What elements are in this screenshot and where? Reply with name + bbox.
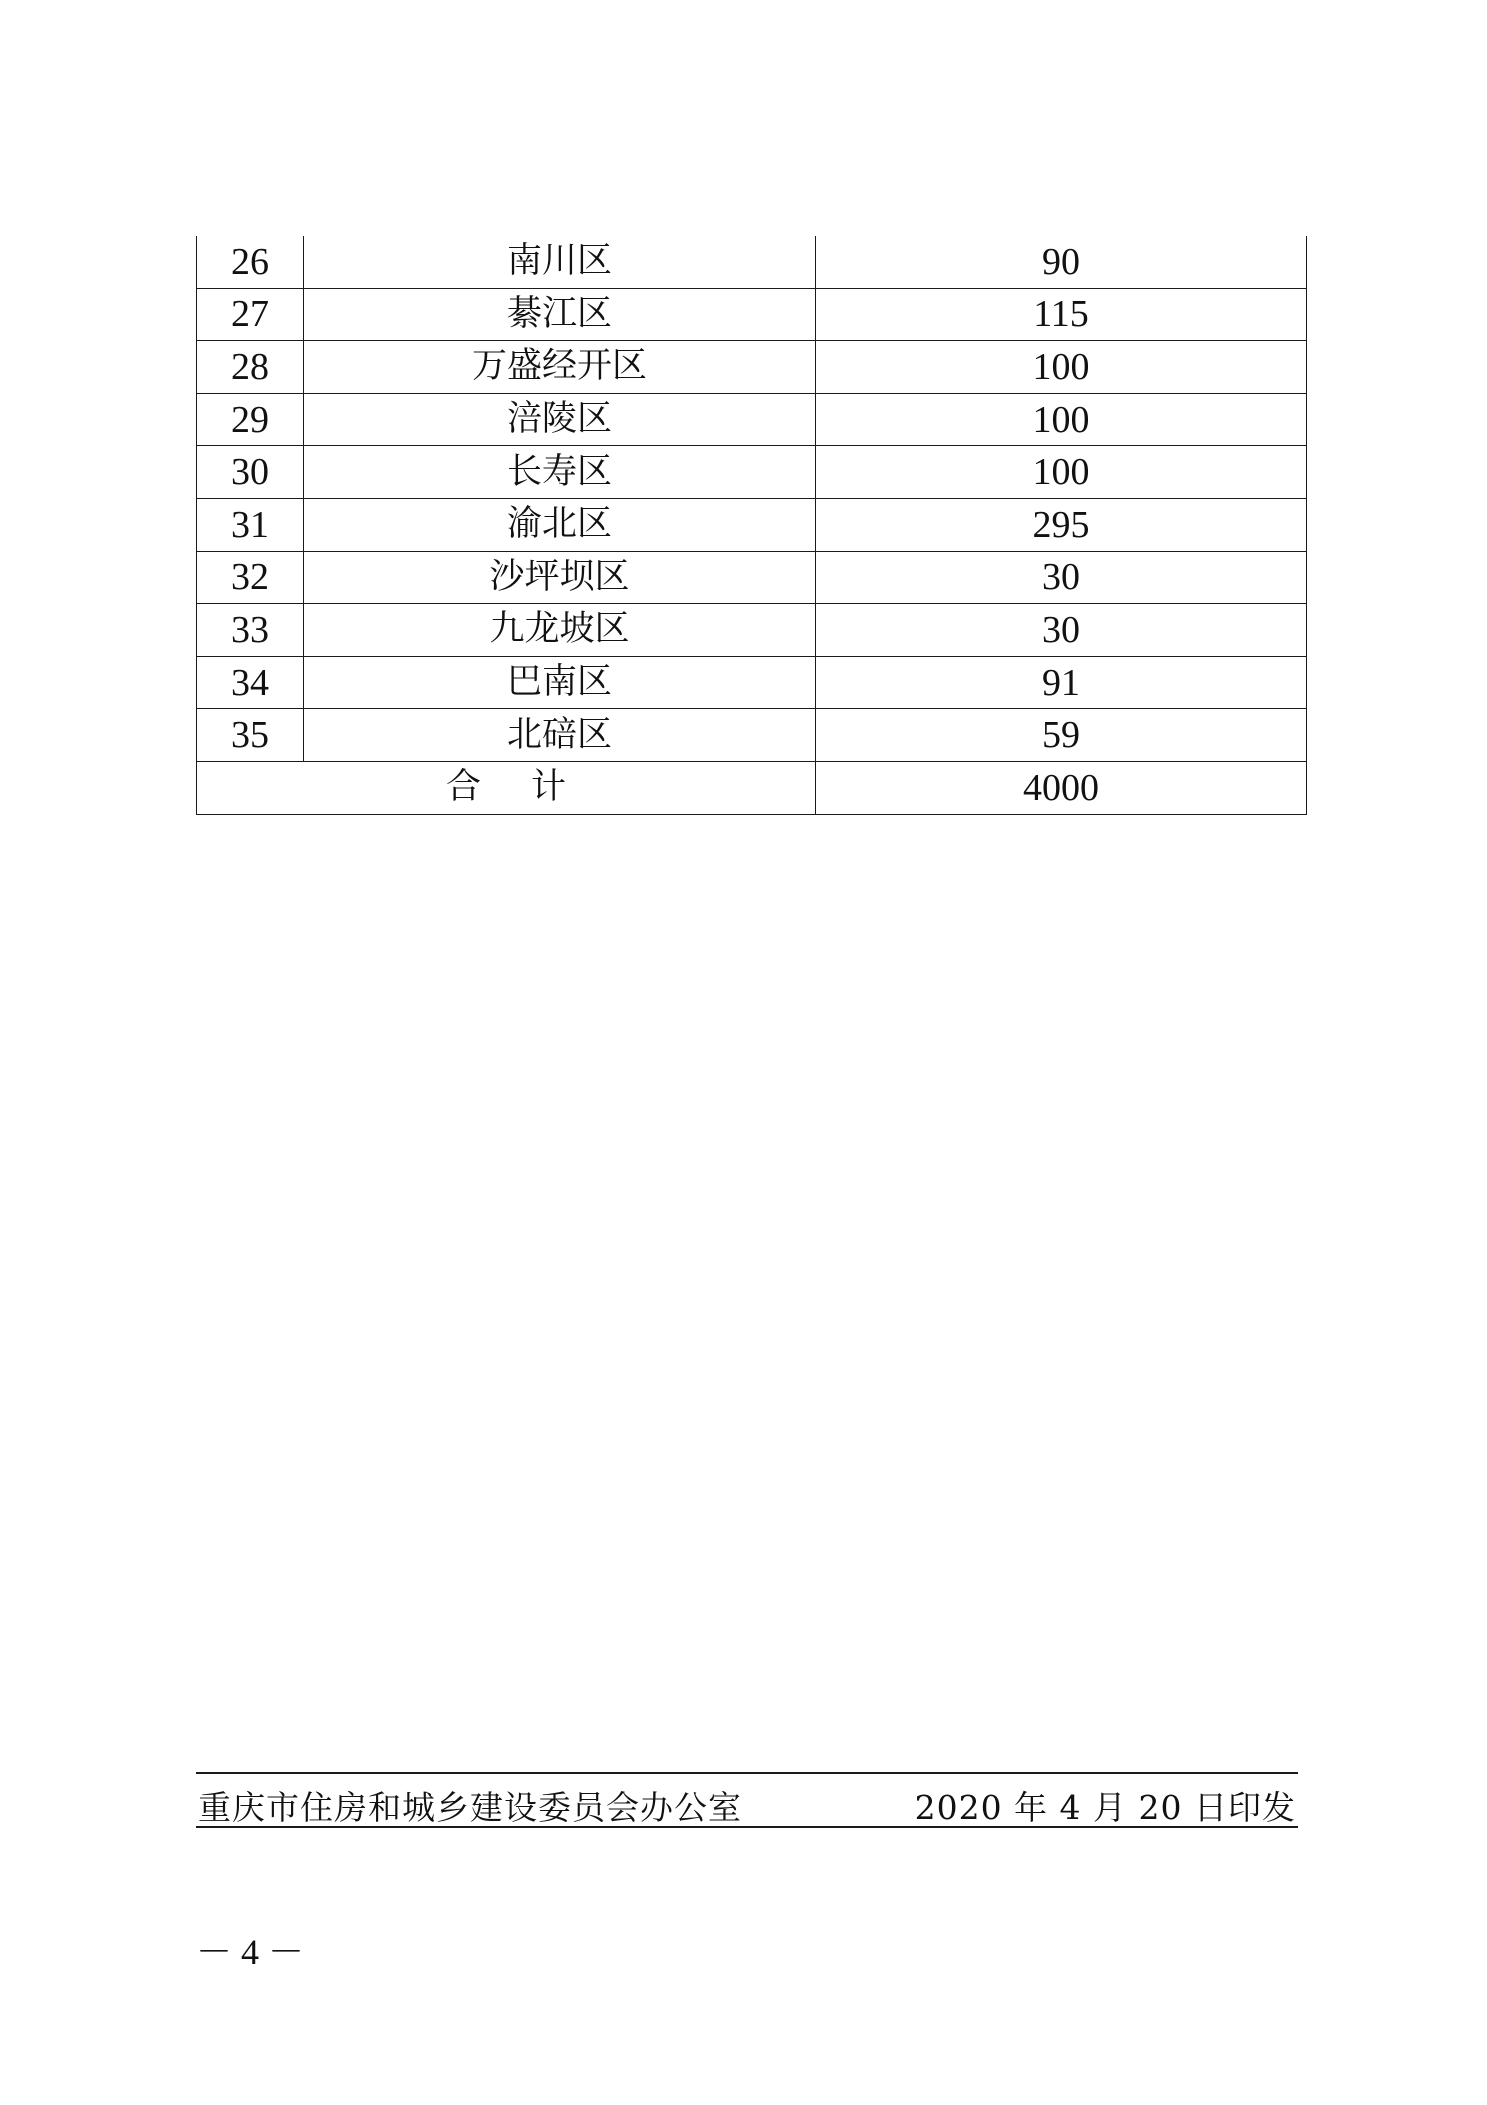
table-row [197,498,1307,551]
total-value: 4000 [816,761,1307,814]
row-number-cell: 29 [197,393,304,446]
issuer-name: 重庆市住房和城乡建设委员会办公室 [198,1788,742,1827]
row-number-cell: 33 [197,604,304,657]
issue-footer [196,1772,1298,1828]
quota-cell: 91 [816,656,1307,709]
row-number-cell: 34 [197,656,304,709]
quota-cell: 30 [816,604,1307,657]
district-cell: 渝北区 [304,498,816,551]
quota-cell: 295 [816,498,1307,551]
row-number-cell: 35 [197,709,304,762]
table-row [197,288,1307,341]
district-cell: 长寿区 [304,446,816,499]
district-cell: 万盛经开区 [304,341,816,394]
quota-cell: 100 [816,446,1307,499]
district-cell: 南川区 [304,236,816,288]
district-cell: 九龙坡区 [304,604,816,657]
table-row [197,709,1307,762]
row-number-cell: 27 [197,288,304,341]
total-row [197,761,1307,814]
table-row [197,236,1307,288]
page-number: － 4 － [196,1932,305,1972]
quota-cell: 30 [816,551,1307,604]
quota-cell: 115 [816,288,1307,341]
table-row [197,341,1307,394]
row-number-cell: 31 [197,498,304,551]
row-number-cell: 32 [197,551,304,604]
district-cell: 北碚区 [304,709,816,762]
district-cell: 綦江区 [304,288,816,341]
row-number-cell: 30 [197,446,304,499]
quota-cell: 90 [816,236,1307,288]
quota-cell: 59 [816,709,1307,762]
district-cell: 涪陵区 [304,393,816,446]
quota-cell: 100 [816,341,1307,394]
district-cell: 巴南区 [304,656,816,709]
district-cell: 沙坪坝区 [304,551,816,604]
total-label: 合计 [197,761,816,814]
row-number-cell: 28 [197,341,304,394]
table-row [197,393,1307,446]
quota-cell: 100 [816,393,1307,446]
table-row [197,656,1307,709]
table-row [197,446,1307,499]
row-number-cell: 26 [197,236,304,288]
table-row [197,551,1307,604]
table-row [197,604,1307,657]
issue-date: 2020 年 4 月 20 日印发 [914,1788,1296,1827]
allocation-table [196,236,1307,815]
